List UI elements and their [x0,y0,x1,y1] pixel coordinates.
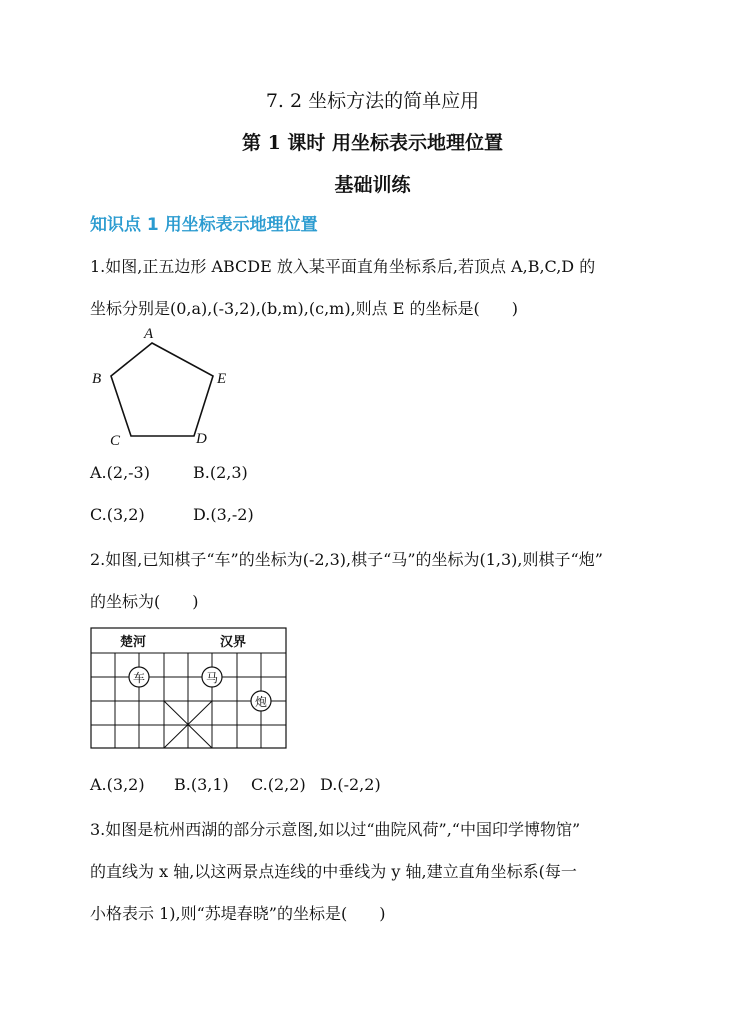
piece-ma-label: 马 [205,671,219,685]
river-label-chu: 楚河 [120,635,147,650]
q1-option-d: D.(3,-2) [193,505,254,524]
vertex-label-e: E [217,371,227,387]
q3-text-line2: 的直线为 x 轴,以这两景点连线的中垂线为 y 轴,建立直角坐标系(每一 [90,862,577,881]
q1-text-line1: 1.如图,正五边形 ABCDE 放入某平面直角坐标系后,若顶点 A,B,C,D 的 [90,257,596,276]
q3-text-line1: 3.如图是杭州西湖的部分示意图,如以过“曲院风荷”,“中国印学博物馆” [90,820,581,839]
q1-option-a: A.(2,-3) [90,463,150,482]
q1-option-c: C.(3,2) [90,505,145,524]
q2-option-a: A.(3,2) [90,775,145,794]
section-title: 基础训练 [334,174,411,196]
q2-text-line2: 的坐标为( ) [90,592,199,611]
vertex-label-a: A [144,326,154,342]
vertex-label-d: D [196,431,207,447]
q2-option-b: B.(3,1) [174,775,229,794]
q1-text-line2: 坐标分别是(0,a),(-3,2),(b,m),(c,m),则点 E 的坐标是( ) [90,299,518,318]
q2-option-d: D.(-2,2) [320,775,381,794]
knowledge-point-heading: 知识点 1 用坐标表示地理位置 [90,215,318,235]
pentagon-shape [111,343,213,436]
piece-pao-label: 炮 [254,695,268,709]
vertex-label-b: B [92,371,102,387]
q2-text-line1: 2.如图,已知棋子“车”的坐标为(-2,3),棋子“马”的坐标为(1,3),则棋子“炮” [90,550,603,569]
lesson-subtitle: 第 1 课时 用坐标表示地理位置 [241,132,504,154]
q2-option-c: C.(2,2) [251,775,306,794]
q1-option-b: B.(2,3) [193,463,248,482]
river-label-han: 汉界 [220,635,247,650]
vertex-label-c: C [110,433,121,449]
q3-text-line3: 小格表示 1),则“苏堤春晓”的坐标是( ) [90,904,386,923]
piece-che-label: 车 [132,671,146,685]
chessboard-figure [90,627,287,749]
lesson-title: 7. 2 坐标方法的简单应用 [265,90,480,112]
